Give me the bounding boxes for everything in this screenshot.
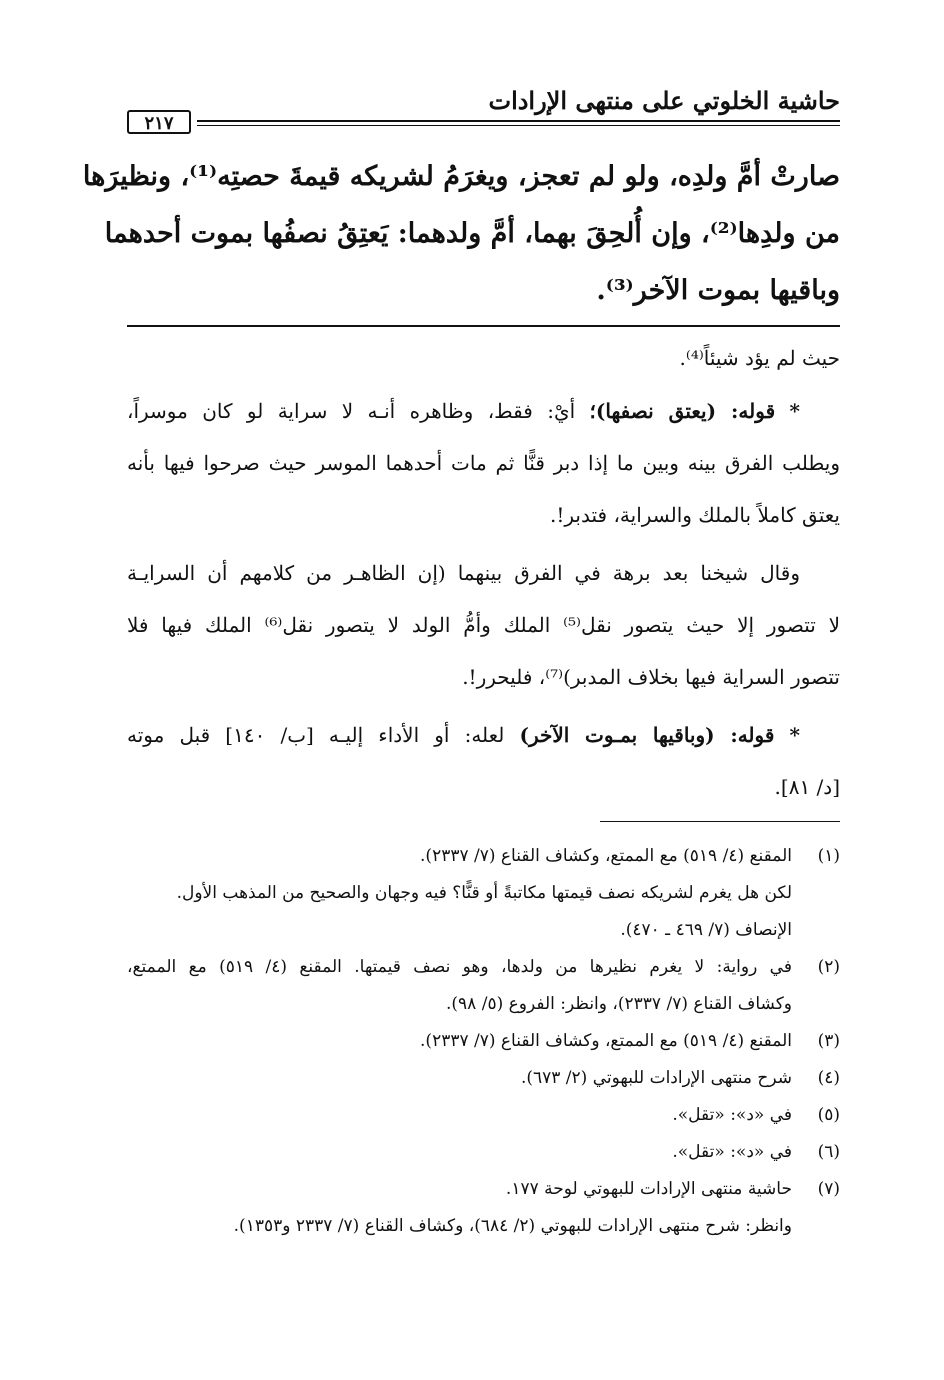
footnote-row xyxy=(127,1134,840,1171)
page-number: ٢١٧ xyxy=(127,110,191,134)
commentary-line xyxy=(127,385,840,437)
footnote-row xyxy=(127,1060,840,1097)
main-text-block xyxy=(82,148,840,319)
footnote-number: (٢) xyxy=(817,957,840,977)
commentary-block xyxy=(127,337,840,819)
star-marker: * xyxy=(789,723,801,747)
footnote-text: في «د»: «تقل». xyxy=(672,1142,792,1162)
footnote xyxy=(127,1134,840,1171)
commentary-paragraph xyxy=(127,547,840,703)
footnote-text: حاشية منتهى الإرادات للبهوتي لوحة ١٧٧. xyxy=(505,1179,792,1199)
footnote-row xyxy=(127,1171,840,1208)
footnote xyxy=(127,1097,840,1134)
commentary-text: أيْ: فقط، وظاهره أنـه لا سراية لو كان موسراً، xyxy=(127,399,590,423)
footnotes-block xyxy=(127,838,840,1245)
footnote-row xyxy=(127,1023,840,1060)
commentary-paragraph xyxy=(127,385,840,541)
commentary-text: لعله: أو الأداء إليـه [ب/ ١٤٠] قبل موته xyxy=(127,723,520,747)
footnote xyxy=(127,1023,840,1060)
main-text-separator xyxy=(127,325,840,327)
commentary-line: حيث لم يؤد شيئاً⁽⁴⁾. xyxy=(679,346,840,370)
header-rule-thin xyxy=(197,125,840,126)
footnote-text: المقنع (٤/ ٥١٩) مع الممتع، وكشاف القناع (٧/ ٢٣٣٧). xyxy=(420,1031,792,1051)
footnote-text: في رواية: لا يغرم نظيرها من ولدها، وهو نصف قيمتها. المقنع (٤/ ٥١٩) مع الممتع، xyxy=(127,957,792,977)
main-text-line: صارتْ أمَّ ولدِه، ولو لم تعجز، ويغرَمُ لشريكه قيمةَ حصتِه⁽¹⁾، ونظيرَها xyxy=(82,161,840,192)
commentary-line: لا تتصور إلا حيث يتصور نقل⁽⁵⁾ الملك وأمُّ الولد لا يتصور نقل⁽⁶⁾ الملك فيها فلا xyxy=(127,613,840,637)
footnote xyxy=(127,838,840,949)
commentary-paragraph xyxy=(127,337,840,379)
footnote-text: المقنع (٤/ ٥١٩) مع الممتع، وكشاف القناع (٧/ ٢٣٣٧). xyxy=(420,846,792,866)
main-text-line: من ولدِها⁽²⁾، وإن أُلحِقَ بهما، أمَّ ولدهما: يَعتِقُ نصفُها بموت أحدهما xyxy=(104,218,840,249)
main-text-line: وباقيها بموت الآخر⁽³⁾. xyxy=(596,275,840,306)
commentary-line: تتصور السراية فيها بخلاف المدبر)⁽⁷⁾، فليحرر!. xyxy=(462,665,840,689)
commentary-line: يعتق كاملاً بالملك والسراية، فتدبر!. xyxy=(550,503,840,527)
footnote-number: (٧) xyxy=(817,1179,840,1199)
footnote-number: (٣) xyxy=(817,1031,840,1051)
footnote-text: في «د»: «تقل». xyxy=(672,1105,792,1125)
footnote-row xyxy=(127,949,840,1023)
star-marker: * xyxy=(789,399,801,423)
footnote-number: (١) xyxy=(817,846,840,866)
footnote-number: (٥) xyxy=(817,1105,840,1125)
footnote-text: شرح منتهى الإرادات للبهوتي (٢/ ٦٧٣). xyxy=(520,1068,792,1088)
footnote-separator xyxy=(600,821,840,822)
header-rule xyxy=(197,120,840,122)
footnote-text: وكشاف القناع (٧/ ٢٣٣٧)، وانظر: الفروع (٥/ ٩٨). xyxy=(446,994,792,1014)
commentary-line: [د/ ٨١]. xyxy=(774,775,840,799)
footnote-row xyxy=(127,838,840,875)
footnote-number: (٤) xyxy=(817,1068,840,1088)
footnote xyxy=(127,1171,840,1245)
running-title: حاشية الخلوتي على منتهى الإرادات xyxy=(488,86,840,115)
commentary-line: وقال شيخنا بعد برهة في الفرق بينهما (إن الظاهـر من كلامهم أن السرايـة xyxy=(127,561,800,585)
page-header xyxy=(127,84,840,134)
commentary-lemma: قوله: (وباقيها بمـوت الآخر) xyxy=(519,723,775,747)
commentary-line: ويطلب الفرق بينه وبين ما إذا دبر قنًّا ثم مات أحدهما الموسر حيث صرحوا فيها بأنه xyxy=(127,451,840,475)
footnote-continuation: الإنصاف (٧/ ٤٦٩ ـ ٤٧٠). xyxy=(620,920,792,940)
footnote-continuation: وانظر: شرح منتهى الإرادات للبهوتي (٢/ ٦٨٤)، وكشاف القناع (٧/ ٢٣٣٧ و١٣٥٣). xyxy=(233,1216,792,1236)
commentary-line xyxy=(127,709,840,761)
commentary-paragraph xyxy=(127,709,840,813)
footnote-row xyxy=(127,1097,840,1134)
footnote xyxy=(127,1060,840,1097)
footnote-continuation: لكن هل يغرم لشريكه نصف قيمتها مكاتبةً أو قنًّا؟ فيه وجهان والصحيح من المذهب الأول. xyxy=(176,883,792,903)
footnote-number: (٦) xyxy=(817,1142,840,1162)
commentary-lemma: قوله: (يعتق نصفها)؛ xyxy=(589,399,776,423)
footnote xyxy=(127,949,840,1023)
